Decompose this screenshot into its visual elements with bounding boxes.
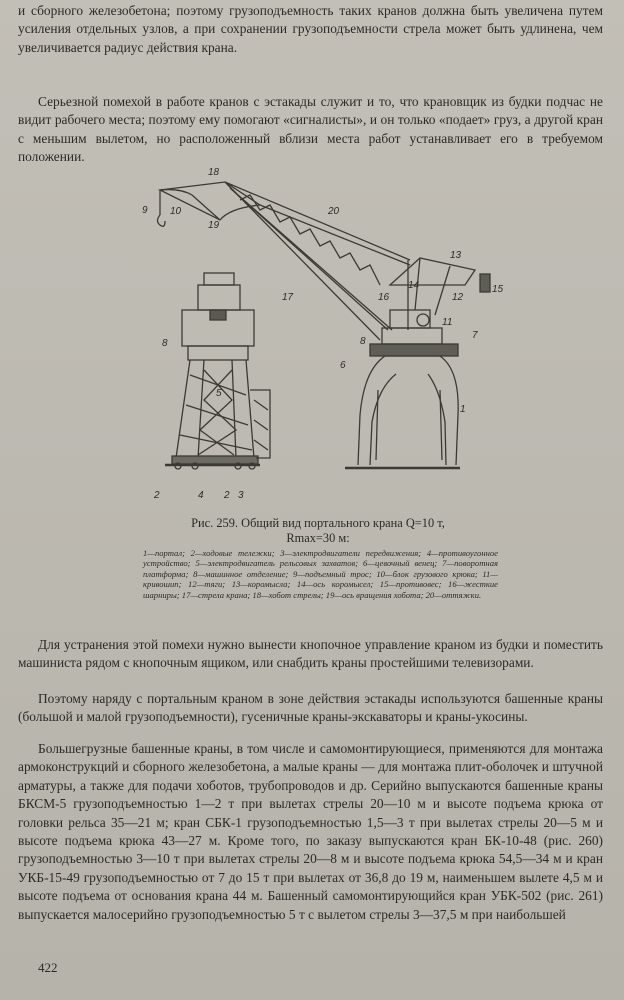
figure-label-14: 14	[408, 280, 420, 291]
figure-label-19: 19	[208, 220, 220, 231]
figure-legend: 1—портал; 2—ходовые тележки; 3—электродвигатели передвижения; 4—противоугонное устройство; 5—электродвигатель рельсовых захватов; 6—цевочный венец; 7—поворотная платформа; 8—машинное отделение; 9—подъемный трос; 10—блок грузового крюка; 11—кривошип; 12—тяги; 13—коромысла; 14—ось коромысел; 15—противовес; 16—жесткие шарниры; 17—стрела крана; 18—хобот стрелы; 19—ось вращения хобота; 20—оттяжки.	[143, 548, 498, 600]
page-number: 422	[38, 960, 58, 975]
figure-label-12: 12	[452, 292, 464, 303]
figure-label-10: 10	[170, 206, 182, 217]
paragraph-3: Для устранения этой помехи нужно вынести кнопочное управление краном из будки и поместить машиниста рядом с кнопочным ящиком, или снабдить краны простейшими телевизорами.	[18, 637, 603, 671]
figure-label-5: 5	[216, 388, 222, 399]
paragraph-4: Поэтому наряду с портальным краном в зоне действия эстакады используются башенные краны (большой и малой грузоподъемности), гусеничные краны-экскаваторы и краны-укосины.	[18, 691, 603, 725]
figure-label-4: 4	[198, 490, 204, 501]
figure-label-20: 20	[328, 206, 340, 217]
figure-label-6: 6	[340, 360, 346, 371]
figure-label-1: 1	[460, 404, 466, 415]
figure-label-2-right: 2	[224, 490, 230, 501]
figure-label-2-left: 2	[154, 490, 160, 501]
paragraph-1: и сборного железобетона; поэтому грузоподъемность таких кранов должна быть увеличена путем усиления отдельных узлов, а при сохранении грузоподъемности стрела может быть удлинена, чем увеличивается радиус действия крана.	[18, 3, 603, 55]
figure-label-13: 13	[450, 250, 462, 261]
figure-label-15: 15	[492, 284, 504, 295]
figure-label-18: 18	[208, 167, 220, 178]
figure-label-3: 3	[238, 490, 244, 501]
figure-caption-line2: Rmax=30 м:	[286, 531, 350, 545]
figure-label-9: 9	[142, 205, 148, 216]
figure-label-11: 11	[442, 317, 453, 328]
figure-caption-line1: Рис. 259. Общий вид портального крана Q=10 т,	[191, 516, 445, 530]
paragraph-5: Большегрузные башенные краны, в том числе и самомонтирующиеся, применяются для монтажа армоконструкций и сборного железобетона, а малые краны — для монтажа плит-оболочек и штучной арматуры, а также для подачи хоботов, трубопроводов и др. Серийно выпускаются башенные краны БКСМ-5 грузоподъемностью 1—2 т при вылетах стрелы 20—10 м и высоте подъема крюка от головки рельса 35—21 м; кран СБК-1 грузоподъемностью 1,5—3 т при вылетах стрелы 20—5 м и высоте подъема крюка 43—27 м. Кроме того, по заказу выпускаются кран БК-10-48 (рис. 260) грузоподъемностью 3—10 т при вылетах стрелы 20—8 м и высоте подъема крюка 54,5—34 м и кран УКБ-15-49 грузоподъемностью от 7 до 15 т при вылетах от 36,8 до 19 м, наименьшем вылете 4,5 м и высоте подъема от основания крана 44 м. Башенный самомонтирующийся кран УБК-502 (рис. 261) выпускается малосерийно грузоподъемностью 5 т с вылетом стрелы 3—37,5 м при наибольшей	[18, 741, 603, 922]
figure-label-7: 7	[472, 330, 478, 341]
figure-caption	[138, 516, 498, 546]
paragraph-2: Серьезной помехой в работе кранов с эстакады служит и то, что крановщик из будки подчас не видит рабочего места; поэтому ему помогают «сигналисты», и он только «подает» груз, а другой кран с меньшим вылетом, но расположенный вблизи места работ устанавливает его в требуемом положении.	[18, 94, 603, 165]
figure-label-8-left: 8	[162, 338, 168, 349]
figure-label-17: 17	[282, 292, 294, 303]
figure-label-8-right: 8	[360, 336, 366, 347]
portal-crane-figure	[120, 160, 540, 515]
figure-label-16: 16	[378, 292, 390, 303]
